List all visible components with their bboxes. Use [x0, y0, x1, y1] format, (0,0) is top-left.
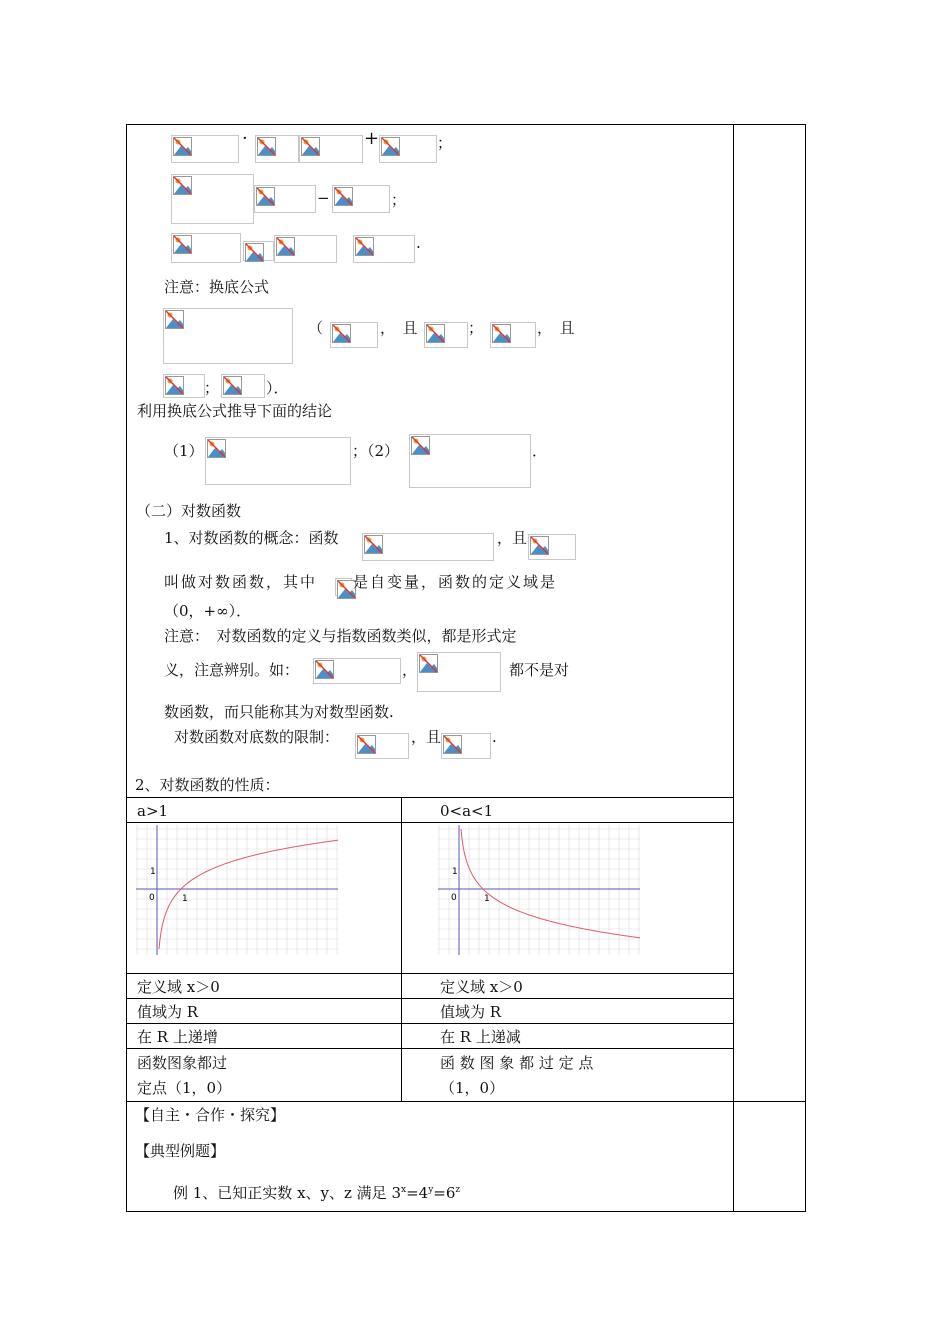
broken-image-icon: [419, 654, 438, 673]
base-and: ，且: [411, 728, 442, 746]
prop-cell: 定义域 x＞0: [137, 978, 220, 996]
broken-image-icon: [381, 137, 400, 156]
broken-image-icon: [173, 235, 192, 254]
formula-image: [355, 733, 409, 759]
formula-image: [205, 437, 351, 485]
exponent: z: [455, 1185, 461, 1195]
prop-cell: 值域为 R: [440, 1003, 502, 1021]
note-change-base: 注意：换底公式: [164, 278, 270, 296]
paren-close: ）．: [266, 379, 289, 397]
broken-image-icon: [355, 237, 374, 256]
prop-table-line: [126, 1048, 734, 1049]
formula-image: [362, 533, 494, 561]
formula-image: [299, 135, 363, 163]
prop-cell: 在 R 上递减: [440, 1028, 521, 1046]
exponent: y: [428, 1185, 434, 1195]
formula-image: [274, 235, 337, 263]
prop-table-line: [126, 1023, 734, 1024]
prop-cell: （1，0）: [440, 1079, 505, 1097]
paren-open: （: [308, 319, 324, 337]
semicolon: ；: [437, 134, 453, 152]
broken-image-icon: [364, 535, 383, 554]
prop-table-line: [126, 998, 734, 999]
period: .: [416, 234, 421, 252]
example-1-prefix: 例 1、已知正实数 x、y、z 满足 3: [173, 1184, 401, 1202]
broken-image-icon: [245, 243, 264, 262]
formula-image: [255, 135, 299, 163]
formula-image: [332, 185, 390, 213]
broken-image-icon: [165, 376, 184, 395]
formula-image: [424, 322, 468, 348]
formula-image: [490, 322, 536, 348]
broken-image-icon: [334, 187, 353, 206]
grid: [438, 825, 640, 955]
equation-part: =4: [406, 1184, 429, 1202]
concept-and: ，且: [497, 529, 528, 547]
broken-image-icon: [223, 376, 242, 395]
formula-image: [441, 733, 491, 759]
tick-label-y1: 1: [150, 867, 156, 877]
broken-image-icon: [332, 324, 351, 343]
base-limit-text: 对数函数对底数的限制：: [174, 728, 340, 746]
prop-cell: 值域为 R: [137, 1003, 199, 1021]
tick-label-origin: 0: [451, 893, 457, 903]
formula-image: [163, 374, 205, 398]
note-text: 义，注意辨别。如：: [164, 661, 300, 679]
broken-image-icon: [173, 176, 192, 195]
formula-image: [409, 434, 531, 488]
formula-image: [353, 235, 415, 263]
formula-image: [243, 241, 274, 261]
section-title-explore: 【自主・合作・探究】: [135, 1106, 286, 1124]
comma: ，: [402, 661, 418, 679]
formula-image: [335, 578, 352, 596]
broken-image-icon: [276, 237, 295, 256]
table-row-divider: [126, 1101, 806, 1102]
formula-image: [417, 652, 501, 692]
derive-text: 利用换底公式推导下面的结论: [137, 402, 333, 420]
table-border-top: [126, 124, 806, 125]
prop-table-line: [126, 822, 734, 823]
derive-label-1: （1）: [164, 442, 204, 460]
formula-image: [221, 374, 265, 398]
formula-image: [171, 233, 241, 263]
semicolon: ；: [391, 191, 407, 209]
note-text: 注意： 对数函数的定义与指数函数类似，都是形式定: [164, 627, 517, 645]
broken-image-icon: [207, 439, 226, 458]
concept-text: 1、对数函数的概念：函数: [164, 529, 339, 547]
dot-separator: ·: [242, 128, 248, 149]
graph-log-increasing: [136, 825, 338, 955]
tick-label-x1: 1: [484, 894, 490, 904]
period: .: [492, 728, 497, 746]
equation-part: =6: [433, 1184, 456, 1202]
concept-text: 叫做对数函数，其中: [164, 573, 318, 591]
broken-image-icon: [492, 324, 511, 343]
broken-image-icon: [357, 735, 376, 754]
broken-image-icon: [443, 735, 462, 754]
tick-label-x1: 1: [182, 894, 188, 904]
note-text: 数函数，而只能称其为对数型函数.: [164, 703, 394, 721]
log-curve: [461, 829, 640, 938]
broken-image-icon: [426, 324, 445, 343]
period: ．: [532, 442, 548, 460]
concept-text: 是自变量，函数的定义域是: [353, 573, 558, 591]
formula-image: [171, 174, 254, 224]
formula-image: [163, 308, 293, 364]
formula-image: [330, 322, 378, 348]
prop-cell: 在 R 上递增: [137, 1028, 218, 1046]
formula-image: [254, 185, 316, 213]
semicolon: ；: [468, 319, 484, 337]
section-title-examples: 【典型例题】: [135, 1142, 226, 1160]
note-text: 都不是对: [509, 661, 570, 679]
prop-table-mid: [401, 797, 402, 1101]
broken-image-icon: [173, 137, 192, 156]
prop-cell: 定点（1，0）: [137, 1079, 232, 1097]
col-header-left: a>1: [137, 802, 169, 820]
minus-separator: −: [317, 189, 330, 207]
broken-image-icon: [315, 660, 334, 679]
prop-cell: 函数图象都过: [137, 1054, 228, 1072]
exponent: x: [401, 1185, 407, 1195]
and-text: ， 且: [537, 319, 575, 337]
table-border-bottom: [126, 1211, 806, 1212]
formula-image: [528, 534, 576, 560]
broken-image-icon: [165, 310, 184, 329]
prop-table-line: [126, 797, 734, 798]
graph-log-decreasing: [438, 825, 640, 955]
tick-label-y1: 1: [452, 867, 458, 877]
formula-image: [313, 658, 401, 684]
prop-table-line: [126, 973, 734, 974]
semicolon: ；: [204, 379, 220, 397]
and-text: ， 且: [380, 319, 418, 337]
derive-label-2: ；（2）: [352, 442, 400, 460]
broken-image-icon: [411, 436, 430, 455]
prop-cell: 定义域 x＞0: [440, 978, 523, 996]
section-heading: （二）对数函数: [136, 502, 242, 520]
table-border-right: [805, 124, 806, 1212]
domain-text: （0，+∞）．: [164, 602, 252, 620]
tick-label-origin: 0: [149, 893, 155, 903]
example-1: [173, 1180, 460, 1203]
formula-image: [171, 135, 239, 163]
prop-cell: 函 数 图 象 都 过 定 点: [440, 1054, 594, 1072]
properties-heading: 2、对数函数的性质：: [135, 776, 280, 794]
broken-image-icon: [301, 137, 320, 156]
broken-image-icon: [257, 137, 276, 156]
formula-image: [379, 135, 437, 163]
col-header-right: 0<a<1: [440, 802, 494, 820]
plus-separator: +: [364, 128, 380, 149]
broken-image-icon: [530, 536, 549, 555]
broken-image-icon: [256, 187, 275, 206]
